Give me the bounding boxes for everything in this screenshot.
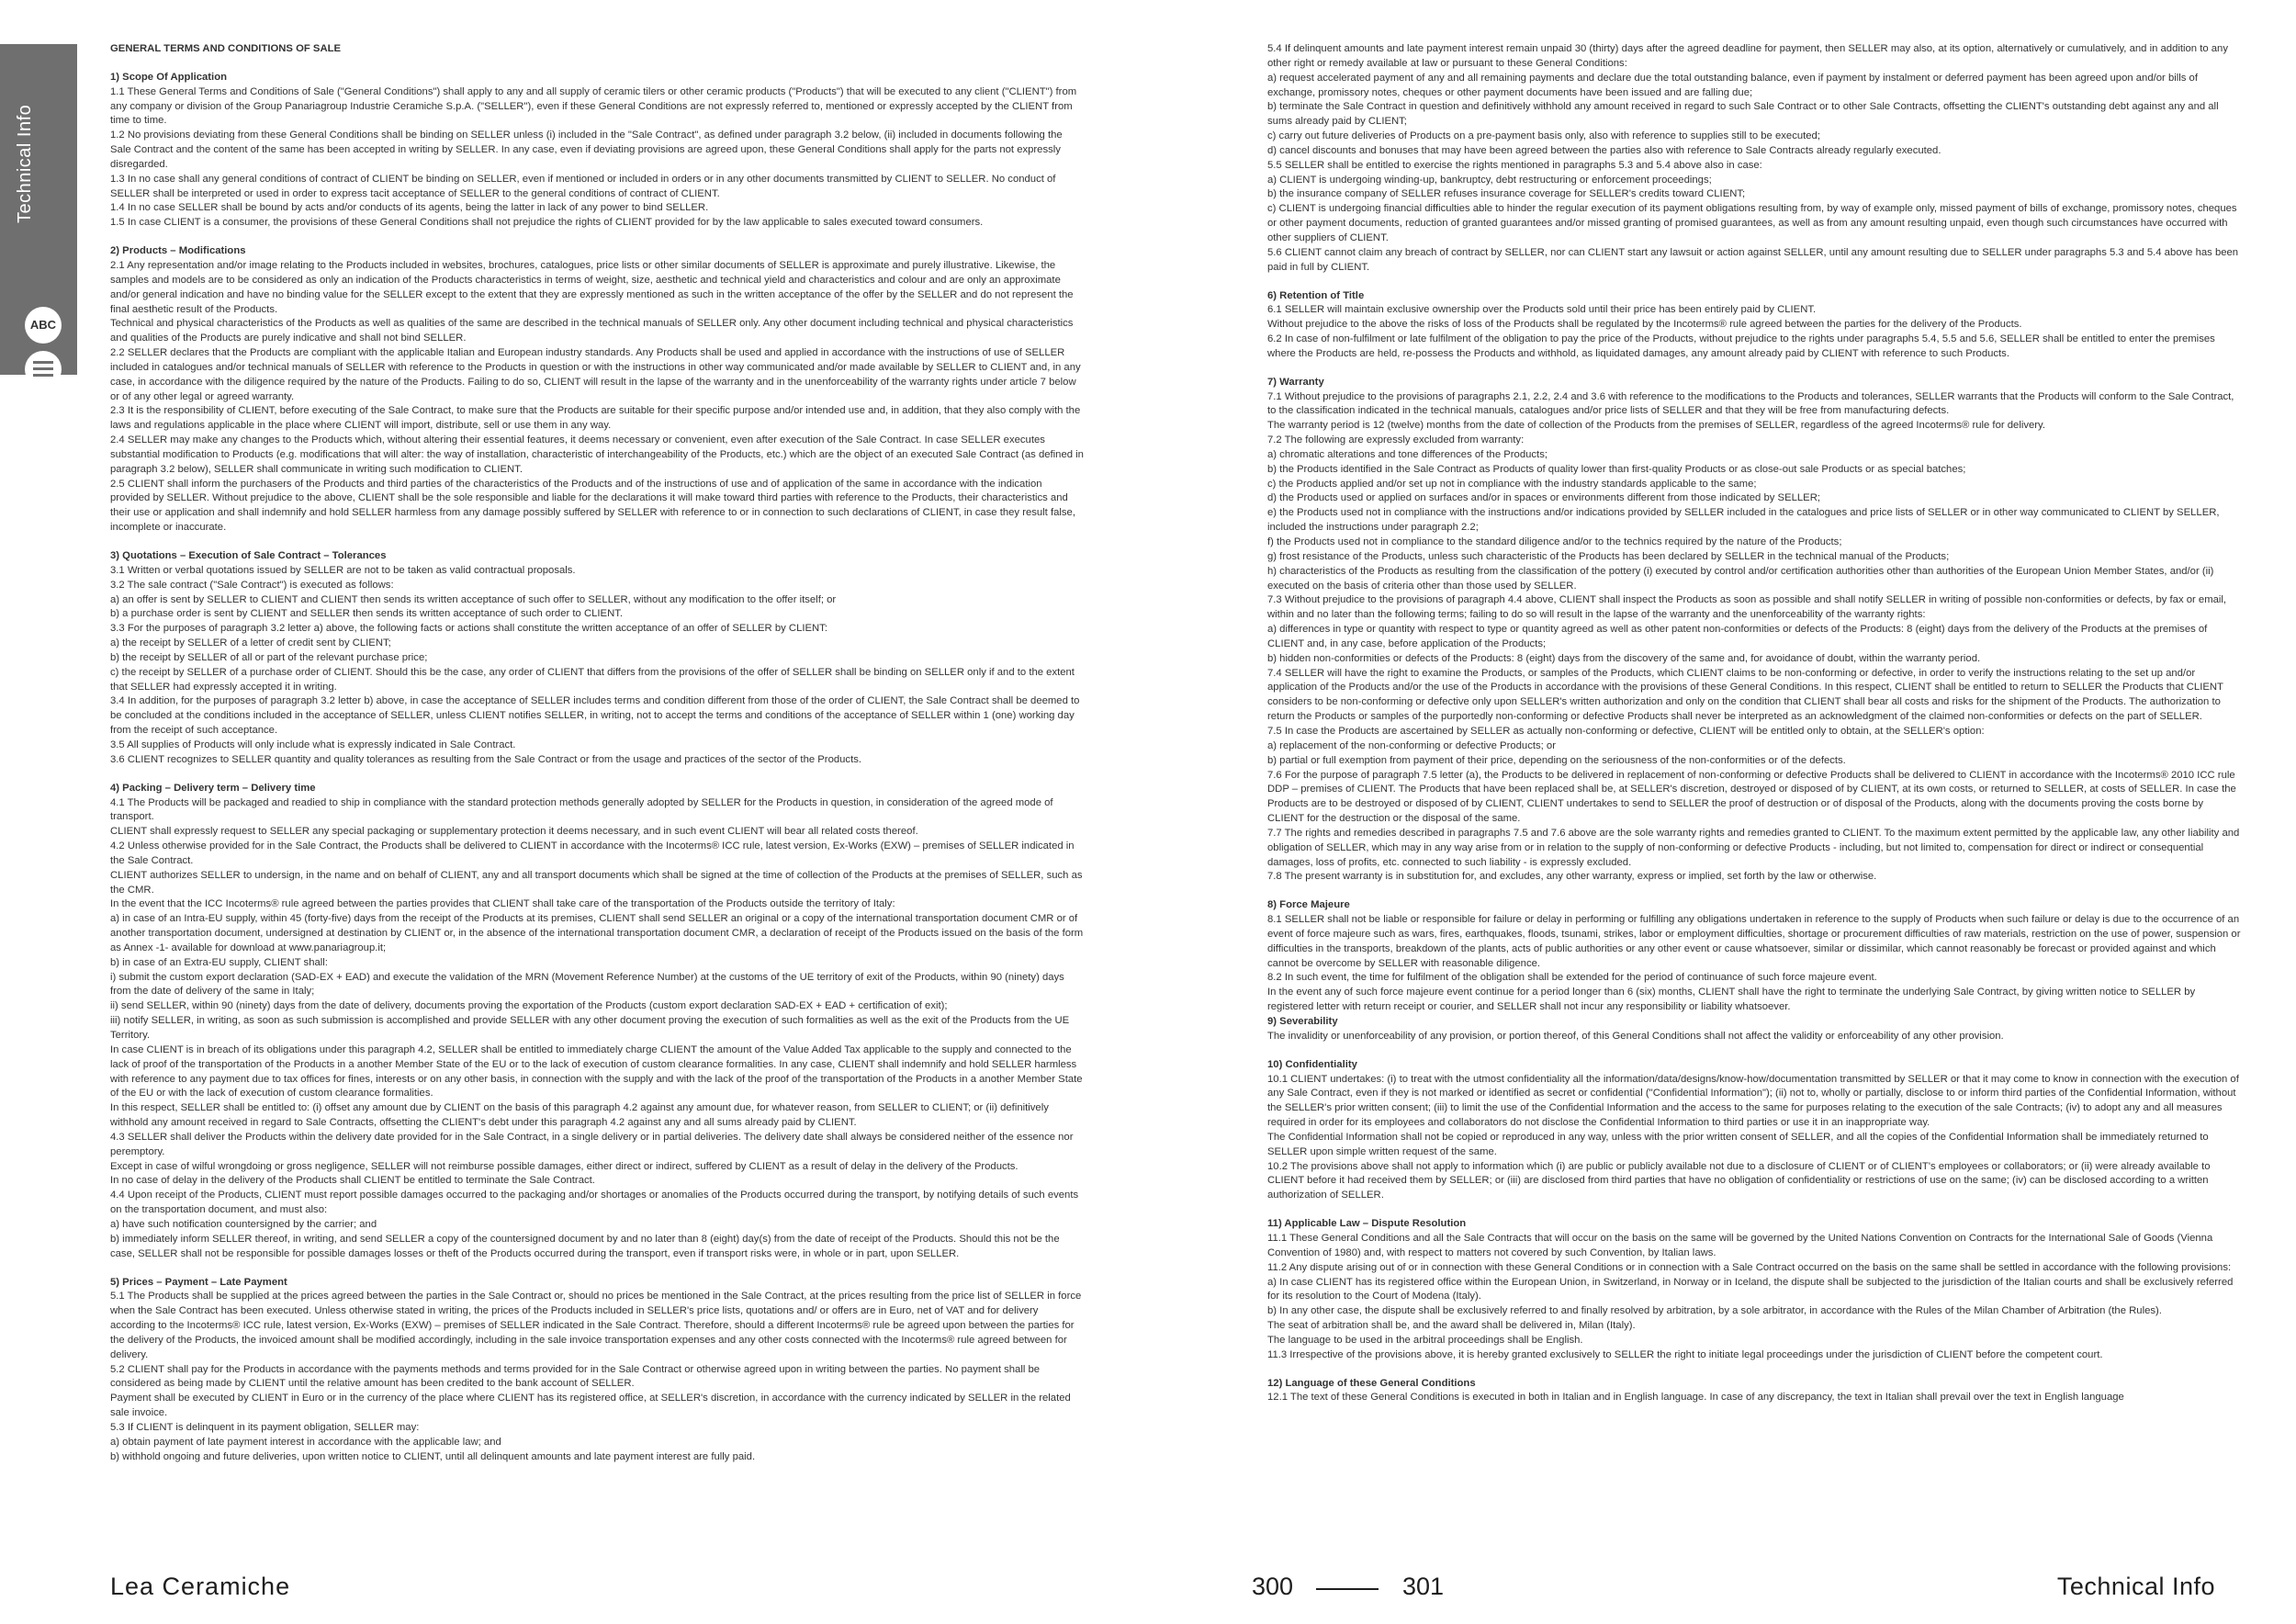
- clause-text: b) a purchase order is sent by CLIENT and SELLER then sends its written acceptance of such order to CLIENT.: [110, 608, 624, 620]
- terms-section: [110, 244, 1084, 536]
- terms-section: [110, 549, 1084, 768]
- clause-text: 2.3 It is the responsibility of CLIENT, before executing of the Sale Contract, to make sure that the Products are suitable for their specific purpose and/or intended use and, in addition, that they also comply with the laws and regulations applicable in the place where CLIENT will import, distribute, sell or use them in any way.: [110, 405, 1081, 432]
- clause-text: b) the insurance company of SELLER refuses insurance coverage for SELLER's credits toward CLIENT;: [1267, 188, 1746, 200]
- section-heading: 10) Confidentiality: [1267, 1058, 1357, 1070]
- clause-text: b) In any other case, the dispute shall be exclusively referred to and finally resolved by arbitration, by a sole arbitrator, in accordance with the Rules of the Milan Chamber of Arbitration (the Rules).: [1267, 1305, 2162, 1317]
- section-heading: 4) Packing – Delivery term – Delivery time: [110, 782, 316, 794]
- clause-text: 6.1 SELLER will maintain exclusive ownership over the Products sold until their price has been entirely paid by CLIENT.: [1267, 304, 1817, 316]
- clause-text: 4.3 SELLER shall deliver the Products within the delivery date provided for in the Sale Contract, in a single delivery or in partial deliveries. The delivery date shall always be considered neither of the essence nor peremptory.: [110, 1131, 1074, 1157]
- terms-section: [1267, 1217, 2241, 1362]
- clause-text: In this respect, SELLER shall be entitled to: (i) offset any amount due by CLIENT on the basis of this paragraph 4.2 against any amount due, for whatever reason, from SELLER to CLIENT; or (ii) definitively withhold any amount received in regard to Sale Contracts, offsetting the CLIENT's debt under this paragraph 4.2 against any and all sums already paid by CLIENT.: [110, 1102, 1049, 1129]
- clause-text: 4.1 The Products will be packaged and readied to ship in compliance with the standard protection methods generally adopted by SELLER for the Products in question, in consideration of the agreed mode of transport.: [110, 796, 1053, 823]
- clause-text: a) obtain payment of late payment interest in accordance with the applicable law; and: [110, 1436, 501, 1448]
- clause-text: 5.5 SELLER shall be entitled to exercise the rights mentioned in paragraphs 5.3 and 5.4 above also in case:: [1267, 159, 1762, 171]
- section-heading: 1) Scope Of Application: [110, 71, 227, 83]
- clause-text: 1.3 In no case shall any general conditions of contract of CLIENT be binding on SELLER, even if mentioned or included in orders or in any other documents transmitted by CLIENT to SELLER. No conduct of SELLER shall be interpreted or used in order to express tacit acceptance of SELLER to the general conditions of contract of CLIENT.: [110, 173, 1056, 199]
- clause-text: a) chromatic alterations and tone differences of the Products;: [1267, 448, 1548, 460]
- clause-text: ii) send SELLER, within 90 (ninety) days from the date of delivery, documents proving the exportation of the Products (custom export declaration SAD-EX + EAD + certification of exit);: [110, 1000, 948, 1012]
- clause-text: 7.5 In case the Products are ascertained by SELLER as actually non-conforming or defective, CLIENT will be entitled only to obtain, at the SELLER's option:: [1267, 725, 1985, 737]
- clause-text: 6.2 In case of non-fulfilment or late fulfilment of the obligation to pay the price of the Products, without prejudice to the rights under paragraphs 5.4, 5.5 and 5.6, SELLER shall be entitled to enter the premises where the Products are held, re-possess the Products and withhold, as liquidated damages, any amount already paid by CLIENT with reference to such Products.: [1267, 333, 2215, 359]
- clause-text: 3.1 Written or verbal quotations issued by SELLER are not to be taken as valid contractual proposals.: [110, 564, 576, 576]
- section-heading: 8) Force Majeure: [1267, 899, 1350, 911]
- clause-text: a) the receipt by SELLER of a letter of credit sent by CLIENT;: [110, 637, 391, 649]
- clause-text: 3.3 For the purposes of paragraph 3.2 letter a) above, the following facts or actions shall constitute the written acceptance of an offer of SELLER by CLIENT:: [110, 623, 827, 635]
- list-icon[interactable]: [25, 351, 62, 388]
- page-numbers: [1252, 1573, 1445, 1604]
- clause-text: c) the Products applied and/or set up not in compliance with the industry standards applicable to the same;: [1267, 478, 1757, 490]
- clause-text: b) terminate the Sale Contract in question and definitively withhold any amount received in regard to such Sale Contract or to other Sale Contracts, offsetting the CLIENT's outstanding debt against any and all sums already paid by CLIENT;: [1267, 101, 2219, 128]
- left-column: [110, 42, 1084, 1464]
- clause-text: 1.1 These General Terms and Conditions of Sale ("General Conditions") shall apply to any and all supply of ceramic tilers or other ceramic products ("Products") that will be executed to any client ("CLIENT") from any company or division of the Group Panariagroup Industrie Ceramiche S.p.A. ("SELLER"), even if these General Conditions are not expressly referred to, mentioned or expressly accepted by the CLIENT from time to time.: [110, 85, 1077, 127]
- clause-text: 1.4 In no case SELLER shall be bound by acts and/or conducts of its agents, being the latter in lack of any power to bind SELLER.: [110, 202, 709, 214]
- section-heading: 7) Warranty: [1267, 376, 1324, 388]
- clause-text: The Confidential Information shall not be copied or reproduced in any way, unless with the prior written consent of SELLER, and all the copies of the Confidential Information shall be immediately returned to SELLER upon simple written request of the same.: [1267, 1131, 2209, 1157]
- clause-text: 4.2 Unless otherwise provided for in the Sale Contract, the Products shall be delivered to CLIENT in accordance with the Incoterms® ICC rule, latest version, Ex-Works (EXW) – premises of SELLER indicated in the Sale Contract.: [110, 840, 1075, 866]
- clause-text: a) CLIENT is undergoing winding-up, bankruptcy, debt restructuring or enforcement proceedings;: [1267, 174, 1712, 186]
- clause-text: a) an offer is sent by SELLER to CLIENT and CLIENT then sends its written acceptance of such offer to SELLER, without any modification to the offer itself; or: [110, 593, 837, 605]
- clause-text: i) submit the custom export declaration (SAD-EX + EAD) and execute the validation of the MRN (Movement Reference Number) at the customs of the UE territory of exit of the Products, within 90 (ninety) days from the date of delivery of the same in Italy;: [110, 971, 1064, 998]
- clause-text: b) the Products identified in the Sale Contract as Products of quality lower than first-quality Products or as close-out sale Products or as special batches;: [1267, 463, 1966, 475]
- clause-text: c) carry out future deliveries of Products on a pre-payment basis only, also with reference to supplies still to be executed;: [1267, 130, 1820, 142]
- clause-text: 5.1 The Products shall be supplied at the prices agreed between the parties in the Sale Contract or, should no prices be mentioned in the Sale Contract, at the prices resulting from the price list of SELLER in force when the Sale Contract has been executed. Unless otherwise stated in writing, the prices of the Products included in SELLER's price lists, quotations and/ or offers are in Euro, net of VAT and for delivery according to the Incoterms® ICC rule, latest version, Ex-Works (EXW) – premises of SELLER indicated in the Sale Contract. Therefore, should a different Incoterms® rule be agreed upon between the parties for the delivery of the Products, the invoiced amount shall be modified accordingly, including in the sale invoice transportation expenses and any other costs connected with the Incoterms® rule agreed between for delivery.: [110, 1291, 1082, 1360]
- clause-text: b) in case of an Extra-EU supply, CLIENT shall:: [110, 956, 328, 968]
- terms-section: [110, 1276, 1084, 1465]
- terms-section: [1267, 42, 2241, 276]
- clause-text: a) in case of an Intra-EU supply, within 45 (forty-five) days from the receipt of the Products at its premises, CLIENT shall send SELLER an original or a copy of the international transportation document CMR or of another transportation document, undersigned at destination by CLIENT or, in the absence of the international transportation document CMR, a declaration of receipt of the Products issued on the basis of the form as Annex -1- available for download at www.panariagroup.it;: [110, 913, 1084, 953]
- right-column: [1267, 42, 2241, 1405]
- clause-text: 1.2 No provisions deviating from these General Conditions shall be binding on SELLER unless (i) included in the "Sale Contract", as defined under paragraph 3.2 below, (ii) included in documents following the Sale Contract and the content of the same has been accepted in writing by SELLER. In any case, even if deviating provisions are agreed upon, these General Conditions shall apply for the parts not expressly disregarded.: [110, 130, 1063, 170]
- clause-text: In the event any of such force majeure event continue for a period longer than 6 (six) months, CLIENT shall have the right to terminate the underlying Sale Contract, by giving written notice to SELLER by registered letter with return receipt or courier, and SELLER shall not incur any responsibility or liability whatsoever.: [1267, 987, 2196, 1013]
- terms-section: [1267, 1015, 2241, 1044]
- clause-text: c) the receipt by SELLER of a purchase order of CLIENT. Should this be the case, any order of CLIENT that differs from the provisions of the offer of SELLER shall be binding on SELLER only if and to the extent that SELLER had expressly accepted it in writing.: [110, 666, 1075, 693]
- clause-text: a) differences in type or quantity with respect to type or quantity agreed as well as other patent non-conformities or defects of the Products: 8 (eight) days from the delivery of the Products at the premises of CLIENT and, in any case, before application of the Products;: [1267, 624, 2208, 649]
- clause-text: d) the Products used or applied on surfaces and/or in spaces or environments different from those indicated by SELLER;: [1267, 492, 1821, 504]
- terms-section: [110, 782, 1084, 1262]
- section-heading: 3) Quotations – Execution of Sale Contract – Tolerances: [110, 550, 387, 561]
- section-heading: 2) Products – Modifications: [110, 245, 246, 257]
- page-number-left: 300: [1252, 1573, 1294, 1600]
- terms-section: [1267, 376, 2241, 885]
- section-heading: 11) Applicable Law – Dispute Resolution: [1267, 1218, 1467, 1230]
- terms-section: [1267, 289, 2241, 362]
- section-heading: 9) Severability: [1267, 1016, 1338, 1027]
- clause-text: 2.5 CLIENT shall inform the purchasers of the Products and third parties of the characteristics of the Products and of the instructions of use and of application of the same in accordance with the indication provided by SELLER. Without prejudice to the above, CLIENT shall be the sole responsible and liable for the declarations it will make toward third parties with reference to the Products, their characteristics and their use or application and shall indemnify and hold SELLER harmless from any damage possibly suffered by SELLER with reference to or in connection to such declarations of CLIENT, in case they result false, incomplete or inaccurate.: [110, 478, 1075, 534]
- page-number-right: 301: [1402, 1573, 1445, 1600]
- clause-text: 10.1 CLIENT undertakes: (i) to treat with the utmost confidentiality all the information/data/designs/know-how/documentation transmitted by SELLER or that it may come to know in connection with the execution of any Sale Contract, even if they is not marked or identified as secret or confidential ("Confidential Information"); (ii) not to, wholly or partially, disclose to or inform third parties of the Confidential Information, without the SELLER's prior written consent; (iii) to limit the use of the Confidential Information and the access to the same for purposes relating to the execution of the sale Contracts; (iv) to adopt any and all measures required in order for its employees and collaborators do not disclose the Confidential Information to third parties or use it in an inappropriate way.: [1267, 1073, 2239, 1129]
- terms-section: [110, 71, 1084, 231]
- clause-text: b) hidden non-conformities or defects of the Products: 8 (eight) days from the discovery of the same and, for avoidance of doubt, within the warranty period.: [1267, 652, 1981, 664]
- clause-text: 11.3 Irrespective of the provisions above, it is hereby granted exclusively to SELLER the right to initiate legal proceedings under the jurisdiction of CLIENT before the competent court.: [1267, 1348, 2103, 1360]
- clause-text: c) CLIENT is undergoing financial difficulties able to hinder the regular execution of its payment obligations resulting from, by way of example only, missed payment of bills of exchange, promissory notes, cheques or other payment documents, reduction of granted guarantees and/or missed granting of promised guarantees, as well as from any amount resulting unpaid, even though such circumstances have occurred with other suppliers of CLIENT.: [1267, 203, 2237, 243]
- section-heading: 6) Retention of Title: [1267, 289, 1365, 301]
- clause-text: In no case of delay in the delivery of the Products shall CLIENT be entitled to terminate the Sale Contract.: [110, 1175, 595, 1187]
- clause-text: 3.5 All supplies of Products will only include what is expressly indicated in Sale Contract.: [110, 739, 516, 750]
- clause-text: The invalidity or unenforceability of any provision, or portion thereof, of this General Conditions shall not affect the validity or enforceability of any other provision.: [1267, 1030, 2004, 1042]
- clause-text: Except in case of wilful wrongdoing or gross negligence, SELLER will not reimburse possible damages, either direct or indirect, suffered by CLIENT as a result of delay in the delivery of the Products.: [110, 1160, 1019, 1172]
- clause-text: a) replacement of the non-conforming or defective Products; or: [1267, 739, 1556, 751]
- page-divider: [1316, 1588, 1379, 1590]
- clause-text: 7.8 The present warranty is in substitution for, and excludes, any other warranty, express or implied, set forth by the law or otherwise.: [1267, 871, 1877, 883]
- abc-index-icon[interactable]: ABC: [25, 307, 62, 344]
- clause-text: 7.2 The following are expressly excluded from warranty:: [1267, 434, 1525, 446]
- clause-text: 7.3 Without prejudice to the provisions of paragraph 4.4 above, CLIENT shall inspect the Products as soon as possible and shall notify SELLER in writing of possible non-conformities or defects, by fax or email, within and no later than the following terms; failing to do so will result in the lapse of the warranty and the unenforceability of the warranty rights:: [1267, 594, 2227, 621]
- clause-text: e) the Products used not in compliance with the instructions and/or indications provided by SELLER included in the catalogues and price lists of SELLER or in other way communicated to CLIENT by SELLER, included the instructions under paragraph 2.2;: [1267, 507, 2220, 534]
- clause-text: The warranty period is 12 (twelve) months from the date of collection of the Products from the premises of SELLER, regardless of the agreed Incoterms® rule for delivery.: [1267, 420, 2045, 432]
- clause-text: 2.2 SELLER declares that the Products are compliant with the applicable Italian and European industry standards. Any Products shall be used and applied in accordance with the instructions of use of SELLER included in catalogues and/or technical manuals of SELLER with reference to the Products in question or with the instructions in other way communicated and/or made available by SELLER to CLIENT and, in any case, in accordance with the diligence required by the nature of the Products. Failing to do so, CLIENT will result in the lapse of the warranty and in the unenforceability of the warranty rights under article 7 below or of any other legal or agreed warranty.: [110, 347, 1081, 402]
- side-tab: [0, 44, 77, 375]
- clause-text: In case CLIENT is in breach of its obligations under this paragraph 4.2, SELLER shall be entitled to immediately charge CLIENT the amount of the Value Added Tax applicable to the supply and connected to the lack of proof of the transportation of the Products in a another Member State of the EU or to the lack of execution of custom clearance formalities. In any case, CLIENT shall indemnify and hold SELLER harmless with reference to any payment due to tax offices for fines, interests or on any other basis, in connection with the supply and with the lack of the proof of the transportation of the Products in a another Member State of the EU or with the lack of execution of custom clearance formalities.: [110, 1043, 1083, 1100]
- clause-text: 1.5 In case CLIENT is a consumer, the provisions of these General Conditions shall not prejudice the rights of CLIENT provided for by the law applicable to sales executed toward consumers.: [110, 217, 984, 229]
- clause-text: 7.4 SELLER will have the right to examine the Products, or samples of the Products, which CLIENT claims to be non-conforming or defective, in order to verify the instructions relating to the set up and/or application of the Products and/or the use of the Products in accordance with the provisions of these General Conditions. In this respect, CLIENT shall be entitled to return to SELLER the Products that CLIENT considers to be non-conforming or defective only upon SELLER's written authorization and only on the condition that CLIENT shall bear all costs and risks for the shipment of the Products. The authorization to return the Products or samples of the purportedly non-conforming or defective Products shall never be interpreted as an acknowledgment of the claimed non-conformities or defects on the part of SELLER.: [1267, 667, 2223, 723]
- clause-text: h) characteristics of the Products as resulting from the classification of the pottery (i) executed by control and/or certification authorities other than authorities of the European Union Member States, and/or (ii) executed on the basis of criteria other than those used by SELLER.: [1267, 565, 2214, 592]
- clause-text: 8.1 SELLER shall not be liable or responsible for failure or delay in performing or fulfilling any obligations undertaken in reference to the supply of Products when such failure or delay is due to the occurrence of an event of force majeure such as wars, fires, earthquakes, floods, tsunami, strikes, labor or employment difficulties, shortage or procurement difficulties of raw materials, restriction on the use of power, suspension or difficulties in the transports, breakdown of the plants, acts of public authorities or any other event or cause whatsoever, similar or dissimilar, which cannot reasonably be forecast or provided against and which cannot be overcome by SELLER with reasonable diligence.: [1267, 914, 2241, 969]
- clause-text: 10.2 The provisions above shall not apply to information which (i) are public or publicly available not due to a disclosure of CLIENT or of CLIENT's employees or collaborators; or (ii) were already available to CLIENT before it had received them by SELLER; or (iii) are disclosed from third parties that have no obligation of confidentiality or restrictions of use on the same; (iv) can be disclosed according to a written authorization of SELLER.: [1267, 1160, 2211, 1201]
- clause-text: a) In case CLIENT has its registered office within the European Union, in Switzerland, in Norway or in Iceland, the dispute shall be subjected to the jurisdiction of the Italian courts and shall be exclusively referred for its resolution to the Court of Modena (Italy).: [1267, 1276, 2234, 1303]
- section-heading: 12) Language of these General Conditions: [1267, 1377, 1476, 1389]
- clause-text: a) have such notification countersigned by the carrier; and: [110, 1218, 377, 1230]
- clause-text: Without prejudice to the above the risks of loss of the Products shall be regulated by the Incoterms® rule agreed between the parties for the delivery of the Products.: [1267, 319, 2022, 331]
- clause-text: In the event that the ICC Incoterms® rule agreed between the parties provides that CLIENT shall take care of the transportation of the Products outside the territory of Italy:: [110, 898, 895, 910]
- footer-section-title: Technical Info: [2056, 1573, 2215, 1600]
- clause-text: 2.4 SELLER may make any changes to the Products which, without altering their essential features, it deems necessary or convenient, even after execution of the Sale Contract. In case SELLER executes substantial modification to Products (e.g. modifications that will alter: the way of installation, characteristic of interchangeability of the Products, etc.) which are the object of an executed Sale Contract (as defined in paragraph 3.2 below), SELLER shall communicate in writing such modification to CLIENT.: [110, 434, 1084, 475]
- clause-text: f) the Products used not in compliance to the standard diligence and/or to the technics required by the nature of the Products;: [1267, 536, 1842, 547]
- clause-text: 2.1 Any representation and/or image relating to the Products included in websites, brochures, catalogues, price lists or other similar documents of SELLER is approximate and purely illustrative. Likewise, the samples and models are to be considered as only an indication of the Products characteristics in terms of weight, size, aesthetic and technical yield and characteristics and colour and are only an approximate and/or general indication and have no binding value for the SELLER except to the extent that they are expressly mentioned as such in the written acceptance of the offer by the SELLER and do not represent the final aesthetic result of the Products.: [110, 259, 1074, 315]
- clause-text: a) request accelerated payment of any and all remaining payments and declare due the total outstanding balance, even if payment by instalment or deferred payment has been agreed upon and/or bills of exchange, promissory notes, cheques or other payment documents have been issued and are falling due;: [1267, 72, 2198, 98]
- terms-section: [1267, 1058, 2241, 1203]
- clause-text: 3.6 CLIENT recognizes to SELLER quantity and quality tolerances as resulting from the Sale Contract or from the usage and practices of the sector of the Products.: [110, 753, 861, 765]
- clause-text: 11.1 These General Conditions and all the Sale Contracts that will occur on the basis on the same will be governed by the United Nations Convention on Contracts for the International Sale of Goods (Vienna Convention of 1980) and, with respect to matters not covered by such Convention, by Italian laws.: [1267, 1232, 2213, 1258]
- clause-text: b) the receipt by SELLER of all or part of the relevant purchase price;: [110, 651, 428, 663]
- footer-brand: Lea Ceramiche: [110, 1573, 291, 1600]
- clause-text: b) partial or full exemption from payment of their price, depending on the seriousness of the non-conformities or of the defects.: [1267, 754, 1846, 766]
- clause-text: iii) notify SELLER, in writing, as soon as such submission is accomplished and provide SELLER with any other document proving the execution of such formalities as well as the exit of the Products from the UE Territory.: [110, 1015, 1070, 1041]
- clause-text: 7.1 Without prejudice to the provisions of paragraphs 2.1, 2.2, 2.4 and 3.6 with reference to the modifications to the Products and tolerances, SELLER warrants that the Products will conform to the Sale Contract, to the classification indicated in the technical manuals, catalogues and/or price lists of SELLER and that they will be free from manufacturing defects.: [1267, 390, 2234, 417]
- clause-text: The language to be used in the arbitral proceedings shall be English.: [1267, 1334, 1583, 1346]
- clause-text: 5.3 If CLIENT is delinquent in its payment obligation, SELLER may:: [110, 1421, 420, 1433]
- clause-text: 5.2 CLIENT shall pay for the Products in accordance with the payments methods and terms provided for in the Sale Contract or otherwise agreed upon in writing between the parties. No payment shall be considered as being made by CLIENT until the relative amount has been credited to the bank account of SELLER.: [110, 1363, 1041, 1390]
- clause-text: 11.2 Any dispute arising out of or in connection with these General Conditions or in connection with a Sale Contract occurred on the basis on the same shall be settled in accordance with the following provisions:: [1267, 1261, 2232, 1273]
- clause-text: b) withhold ongoing and future deliveries, upon written notice to CLIENT, until all delinquent amounts and late payment interest are fully paid.: [110, 1450, 756, 1462]
- section-heading: 5) Prices – Payment – Late Payment: [110, 1276, 287, 1288]
- clause-text: 4.4 Upon receipt of the Products, CLIENT must report possible damages occurred to the packaging and/or shortages or anomalies of the Products occurred during the transport, by notifying details of such events on the transportation document, and must also:: [110, 1190, 1079, 1216]
- clause-text: 3.2 The sale contract ("Sale Contract") is executed as follows:: [110, 579, 394, 591]
- clause-text: 3.4 In addition, for the purposes of paragraph 3.2 letter b) above, in case the acceptance of SELLER includes terms and condition different from those of the order of CLIENT, the Sale Contract shall be deemed to be concluded at the conditions included in the acceptance of SELLER, unless CLIENT notifies SELLER, in writing, not to accept the terms and conditions of the acceptance of SELLER within 1 (one) working day from the receipt of such acceptance.: [110, 695, 1080, 737]
- clause-text: d) cancel discounts and bonuses that may have been agreed between the parties also with reference to Sale Contracts already regularly executed.: [1267, 144, 1941, 156]
- clause-text: b) immediately inform SELLER thereof, in writing, and send SELLER a copy of the countersigned document by and no later than 8 (eight) day(s) from the date of receipt of the Products. Should this not be the case, SELLER shall not be responsible for possible damages losses or theft of the Products occurred during the transport, even if transport risks were, in whole or in part, upon SELLER.: [110, 1233, 1060, 1259]
- clause-text: 5.4 If delinquent amounts and late payment interest remain unpaid 30 (thirty) days after the agreed deadline for payment, then SELLER may also, at its option, alternatively or cumulatively, and in addition to any other right or remedy available at law or pursuant to these General Conditions:: [1267, 43, 2228, 69]
- clause-text: Payment shall be executed by CLIENT in Euro or in the currency of the place where CLIENT has its registered office, at SELLER's discretion, in accordance with the currency indicated by SELLER in the related sale invoice.: [110, 1393, 1071, 1419]
- clause-text: g) frost resistance of the Products, unless such characteristic of the Products has been declared by SELLER in the technical manual of the Products;: [1267, 550, 1950, 562]
- terms-section: [1267, 1377, 2241, 1406]
- clause-text: 5.6 CLIENT cannot claim any breach of contract by SELLER, nor can CLIENT start any lawsuit or action against SELLER, until any amount resulting due to SELLER under paragraphs 5.3 and 5.4 above has been paid in full by CLIENT.: [1267, 246, 2239, 273]
- clause-text: 12.1 The text of these General Conditions is executed in both in Italian and in English language. In case of any discrepancy, the text in Italian shall prevail over the text in English language: [1267, 1392, 2124, 1404]
- clause-text: The seat of arbitration shall be, and the award shall be delivered in, Milan (Italy).: [1267, 1320, 1636, 1332]
- clause-text: CLIENT shall expressly request to SELLER any special packaging or supplementary protection it deems necessary, and in such event CLIENT will bear all related costs thereof.: [110, 826, 918, 838]
- clause-text: Technical and physical characteristics of the Products as well as qualities of the same are described in the technical manuals of SELLER only. Any other document including technical and physical characteristics and qualities of the Products are purely indicative and shall not bind SELLER.: [110, 318, 1074, 344]
- clause-text: 7.6 For the purpose of paragraph 7.5 letter (a), the Products to be delivered in replacement of non-conforming or defective Products shall be delivered to CLIENT in accordance with the Incoterms® 2010 ICC rule DDP – premises of CLIENT. The Products that have been replaced shall be, at SELLER's discretion, destroyed or disposed of by CLIENT, at its own costs, or returned to SELLER, at costs of SELLER. In case the Products are to be destroyed or disposed of by CLIENT, CLIENT undertakes to send to SELLER the proof of destruction or of disposal of the Products, along with the documents proving the costs borne by CLIENT for the destruction or the disposal of the same.: [1267, 769, 2236, 825]
- terms-section: [1267, 898, 2241, 1015]
- document-title: GENERAL TERMS AND CONDITIONS OF SALE: [110, 43, 342, 54]
- clause-text: 8.2 In such event, the time for fulfilment of the obligation shall be extended for the period of continuance of such force majeure event.: [1267, 972, 1877, 984]
- clause-text: CLIENT authorizes SELLER to undersign, in the name and on behalf of CLIENT, any and all transport documents which shall be signed at the time of collection of the Products at the premises of SELLER, such as the CMR.: [110, 869, 1083, 896]
- clause-text: 7.7 The rights and remedies described in paragraphs 7.5 and 7.6 above are the sole warranty rights and remedies granted to CLIENT. To the maximum extent permitted by the applicable law, any other liability and obligation of SELLER, which may in any way arise from or in relation to the supply of non-conforming or defective Products - including, but not limited to, compensation for direct or indirect or consequential damages, loss of profits, etc. connected to such liability - is expressly excluded.: [1267, 827, 2240, 868]
- side-tab-label: Technical Info: [15, 104, 35, 223]
